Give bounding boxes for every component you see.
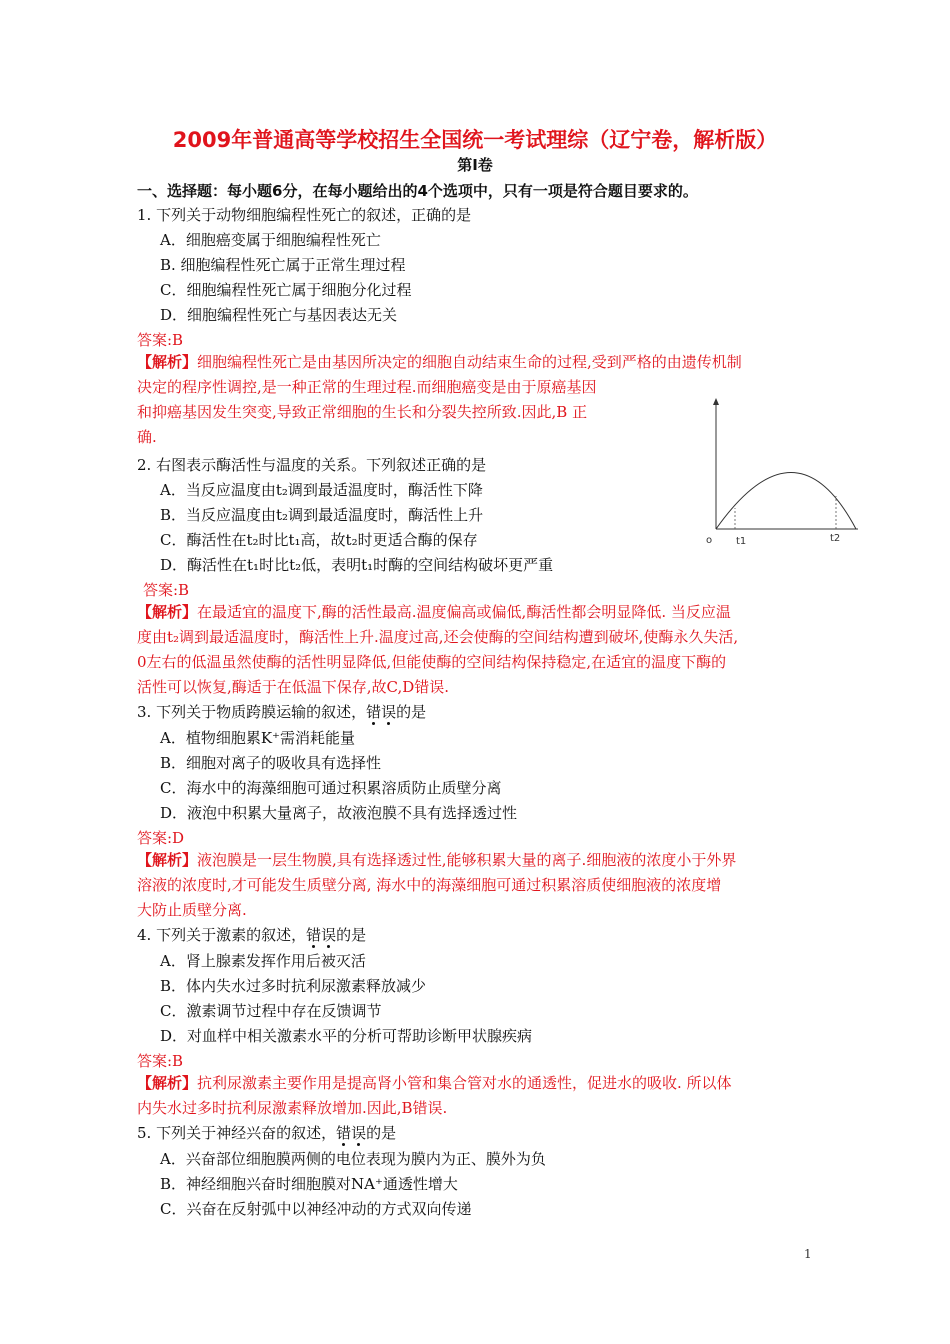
question-3-option-d: D．液泡中积累大量离子，故液泡膜不具有选择透过性 bbox=[160, 804, 518, 822]
question-4-option-a: A．肾上腺素发挥作用后被灭活 bbox=[160, 952, 366, 970]
analysis-line: 抗利尿激素主要作用是提高肾小管和集合管对水的通透性，促进水的吸收. 所以体 bbox=[197, 1074, 732, 1092]
analysis-tag: 【解析】 bbox=[137, 353, 198, 371]
question-3-option-c: C．海水中的海藻细胞可通过积累溶质防止质壁分离 bbox=[160, 779, 502, 797]
analysis-line: 决定的程序性调控,是一种正常的生理过程.而细胞癌变是由于原癌基因 bbox=[137, 378, 597, 396]
analysis-line: 在最适宜的温度下,酶的活性最高.温度偏高或偏低,酶活性都会明显降低. 当反应温 bbox=[197, 603, 731, 621]
question-4-option-d: D．对血样中相关激素水平的分析可帮助诊断甲状腺疾病 bbox=[160, 1027, 533, 1045]
question-5-stem bbox=[137, 1122, 396, 1143]
enzyme-temperature-chart bbox=[700, 396, 860, 552]
analysis-line: 0左右的低温虽然使酶的活性明显降低,但能使酶的空间结构保持稳定,在适宜的温度下酶的 bbox=[137, 653, 727, 671]
analysis-line: 确. bbox=[137, 428, 157, 446]
stem-text: 5. 下列关于神经兴奋的叙述， bbox=[137, 1124, 337, 1142]
question-2-stem: 2. 右图表示酶活性与温度的关系。下列叙述正确的是 bbox=[137, 456, 487, 474]
document-title: 2009年普通高等学校招生全国统一考试理综（辽宁卷，解析版） bbox=[172, 128, 778, 152]
emphasis-char: 误 bbox=[321, 926, 337, 944]
question-4-option-c: C．激素调节过程中存在反馈调节 bbox=[160, 1002, 382, 1020]
question-1-analysis bbox=[137, 350, 742, 450]
question-1-option-c: C．细胞编程性死亡属于细胞分化过程 bbox=[160, 281, 412, 299]
analysis-line: 大防止质壁分离. bbox=[137, 901, 247, 919]
analysis-line: 活性可以恢复,酶适于在低温下保存,故C,D错误. bbox=[137, 678, 450, 696]
emphasis-char: 错 bbox=[336, 1124, 352, 1142]
page-number: 1 bbox=[804, 1247, 812, 1261]
question-2-answer: 答案:B bbox=[143, 581, 190, 599]
question-3-stem bbox=[137, 701, 426, 722]
question-4-analysis bbox=[137, 1071, 732, 1121]
stem-text: 的是 bbox=[396, 703, 427, 721]
analysis-tag: 【解析】 bbox=[137, 1074, 198, 1092]
part-heading: 第I卷 bbox=[457, 156, 493, 174]
emphasis-char: 错 bbox=[306, 926, 322, 944]
analysis-tag: 【解析】 bbox=[137, 603, 198, 621]
analysis-line: 液泡膜是一层生物膜,具有选择透过性,能够积累大量的离子.细胞液的浓度小于外界 bbox=[197, 851, 737, 869]
question-3-answer: 答案:D bbox=[137, 829, 185, 847]
question-2-option-a: A．当反应温度由t₂调到最适温度时，酶活性下降 bbox=[160, 481, 483, 499]
question-2-analysis bbox=[137, 600, 738, 700]
question-4-answer: 答案:B bbox=[137, 1052, 184, 1070]
question-2-option-b: B．当反应温度由t₂调到最适温度时，酶活性上升 bbox=[160, 506, 484, 524]
question-1-option-b: B. 细胞编程性死亡属于正常生理过程 bbox=[160, 256, 406, 274]
question-1-stem: 1. 下列关于动物细胞编程性死亡的叙述，正确的是 bbox=[137, 206, 472, 224]
t1-label: t1 bbox=[736, 536, 747, 547]
t2-label: t2 bbox=[830, 533, 841, 544]
question-4-option-b: B．体内失水过多时抗利尿激素释放减少 bbox=[160, 977, 427, 995]
analysis-line: 溶液的浓度时,才可能发生质壁分离, 海水中的海藻细胞可通过积累溶质使细胞液的浓度增 bbox=[137, 876, 722, 894]
y-axis-arrow bbox=[713, 398, 719, 405]
question-3-option-a: A．植物细胞累K⁺需消耗能量 bbox=[160, 729, 355, 747]
analysis-line: 和抑癌基因发生突变,导致正常细胞的生长和分裂失控所致.因此,B 正 bbox=[137, 403, 588, 421]
question-5-option-c: C．兴奋在反射弧中以神经冲动的方式双向传递 bbox=[160, 1200, 472, 1218]
question-1-answer: 答案:B bbox=[137, 331, 184, 349]
stem-text: 的是 bbox=[336, 926, 367, 944]
question-1-option-d: D．细胞编程性死亡与基因表达无关 bbox=[160, 306, 398, 324]
question-3-option-b: B．细胞对离子的吸收具有选择性 bbox=[160, 754, 382, 772]
question-2-option-c: C．酶活性在t₂时比t₁高，故t₂时更适合酶的保存 bbox=[160, 531, 478, 549]
stem-text: 4. 下列关于激素的叙述， bbox=[137, 926, 307, 944]
question-2-option-d: D．酶活性在t₁时比t₂低，表明t₁时酶的空间结构破坏更严重 bbox=[160, 556, 554, 574]
question-1-option-a: A．细胞癌变属于细胞编程性死亡 bbox=[160, 231, 381, 249]
origin-label: o bbox=[706, 535, 713, 546]
emphasis-char: 错 bbox=[366, 703, 382, 721]
analysis-line: 度由t₂调到最适温度时，酶活性上升.温度过高,还会使酶的空间结构遭到破坏,使酶永久失活, bbox=[137, 628, 739, 646]
section-heading: 一、选择题：每小题6分，在每小题给出的4个选项中，只有一项是符合题目要求的。 bbox=[137, 182, 698, 200]
emphasis-char: 误 bbox=[351, 1124, 367, 1142]
question-5-option-a: A．兴奋部位细胞膜两侧的电位表现为膜内为正、膜外为负 bbox=[160, 1150, 546, 1168]
analysis-tag: 【解析】 bbox=[137, 851, 198, 869]
question-3-analysis bbox=[137, 848, 736, 923]
question-4-stem bbox=[137, 924, 366, 945]
stem-text: 的是 bbox=[366, 1124, 397, 1142]
analysis-line: 内失水过多时抗利尿激素释放增加.因此,B错误. bbox=[137, 1099, 448, 1117]
stem-text: 3. 下列关于物质跨膜运输的叙述， bbox=[137, 703, 367, 721]
question-5-option-b: B．神经细胞兴奋时细胞膜对NA⁺通透性增大 bbox=[160, 1175, 458, 1193]
activity-curve bbox=[716, 473, 856, 530]
emphasis-char: 误 bbox=[381, 703, 397, 721]
analysis-line: 细胞编程性死亡是由基因所决定的细胞自动结束生命的过程,受到严格的由遗传机制 bbox=[197, 353, 742, 371]
